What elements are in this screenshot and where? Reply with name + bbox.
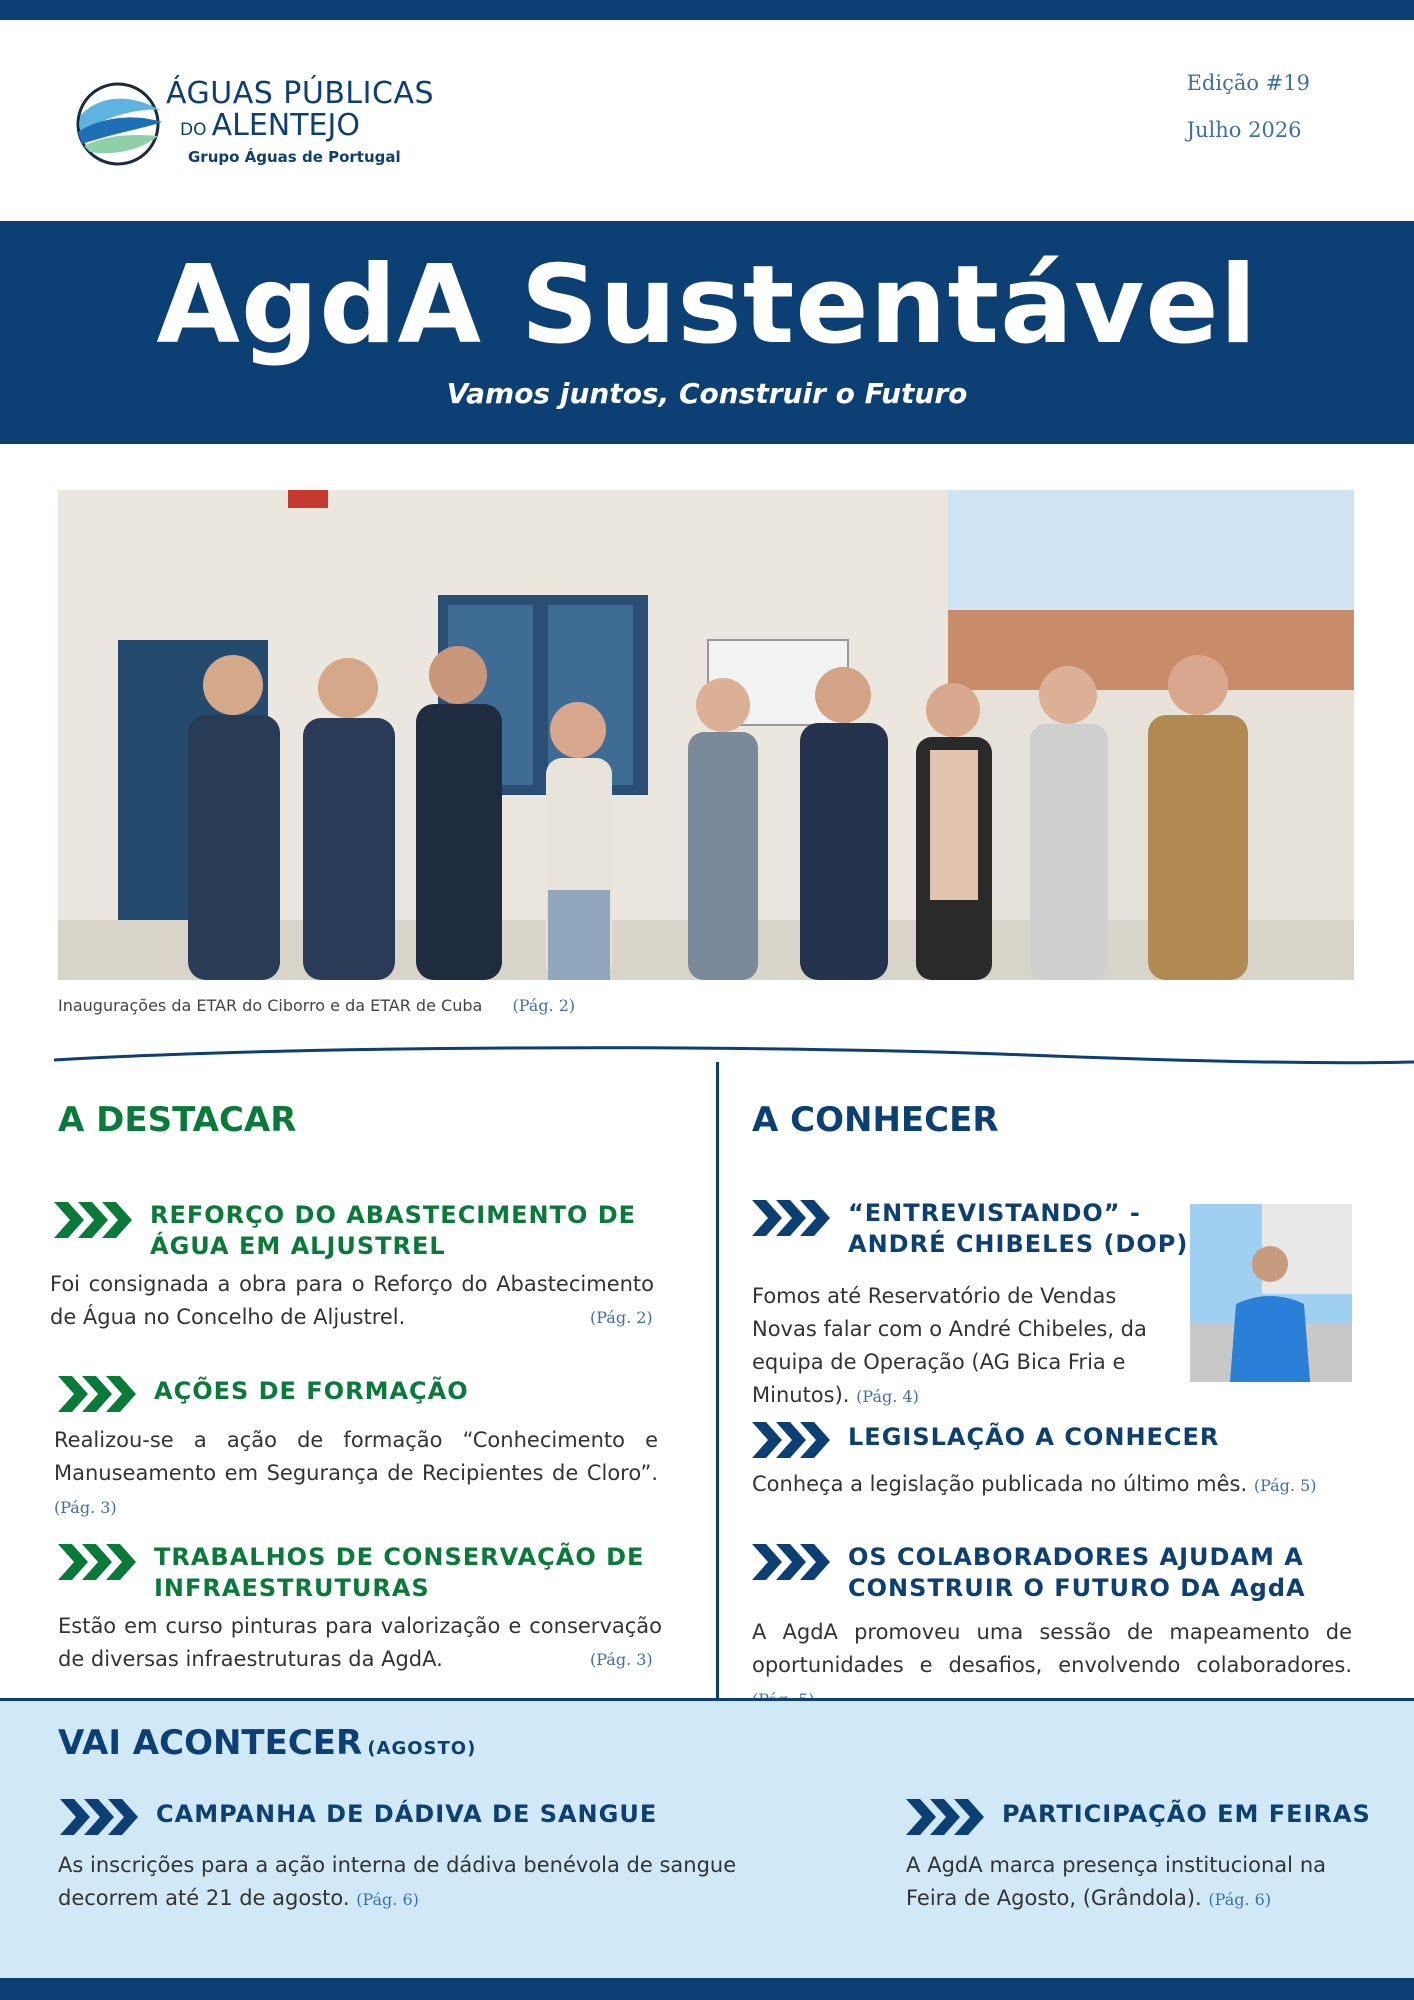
conhecer-item-2-page-ref[interactable]: (Pág. 5) bbox=[1253, 1476, 1317, 1495]
section-title-conhecer: A CONHECER bbox=[752, 1100, 999, 1140]
logo bbox=[72, 70, 435, 170]
conhecer-item-2-title: LEGISLAÇÃO A CONHECER bbox=[848, 1423, 1220, 1451]
logo-line1: ÁGUAS PÚBLICAS bbox=[166, 76, 435, 111]
destacar-item-1-title bbox=[150, 1200, 636, 1262]
acontecer-item-1-title: CAMPANHA DE DÁDIVA DE SANGUE bbox=[156, 1800, 658, 1828]
newsletter-title: AgdA Sustentável bbox=[156, 243, 1258, 368]
group-photo-image bbox=[58, 490, 1354, 980]
title-banner bbox=[0, 221, 1414, 444]
destacar-item-3-title-line2: INFRAESTRUTURAS bbox=[154, 1574, 430, 1602]
triple-chevron-icon bbox=[54, 1200, 132, 1240]
destacar-item-2-title: AÇÕES DE FORMAÇÃO bbox=[154, 1377, 469, 1405]
acontecer-subtitle: (AGOSTO) bbox=[367, 1738, 477, 1759]
triple-chevron-icon bbox=[60, 1797, 138, 1837]
conhecer-item-2-text: Conheça a legislação publicada no último mês. bbox=[752, 1472, 1248, 1496]
newsletter-subtitle: Vamos juntos, Construir o Futuro bbox=[446, 377, 968, 410]
conhecer-item-2-header[interactable] bbox=[752, 1420, 1219, 1460]
section-title-acontecer bbox=[58, 1723, 476, 1763]
edition-date: Julho 2026 bbox=[1186, 118, 1302, 142]
triple-chevron-icon bbox=[752, 1198, 830, 1238]
vai-acontecer-panel bbox=[0, 1698, 1414, 1978]
top-bar bbox=[0, 0, 1414, 20]
interview-photo bbox=[1190, 1204, 1352, 1382]
destacar-item-2-text: Realizou-se a ação de formação “Conhecimento e Manuseamento em Segurança de Recipientes de Cloro”. bbox=[54, 1428, 658, 1485]
conhecer-item-1-header[interactable] bbox=[752, 1198, 1188, 1260]
edition-number: Edição #19 bbox=[1186, 71, 1310, 95]
acontecer-title: VAI ACONTECER bbox=[58, 1723, 363, 1763]
interviewee-image bbox=[1190, 1204, 1352, 1382]
conhecer-item-1-text: Fomos até Reservatório de Vendas Novas falar com o André Chibeles, da equipa de Operação (AG Bica Fria e Minutos). bbox=[752, 1284, 1147, 1407]
destacar-item-3-body bbox=[58, 1610, 662, 1676]
triple-chevron-icon bbox=[58, 1374, 136, 1414]
destacar-item-3-text: Estão em curso pinturas para valorização e conservação de diversas infraestruturas da AgdA. bbox=[58, 1614, 662, 1671]
logo-alentejo: ALENTEJO bbox=[211, 108, 360, 143]
acontecer-item-1-page-ref[interactable]: (Pág. 6) bbox=[356, 1890, 419, 1909]
destacar-item-3-header[interactable] bbox=[58, 1542, 644, 1604]
photo-page-ref[interactable]: (Pág. 2) bbox=[512, 996, 576, 1015]
conhecer-item-3-title-line2: CONSTRUIR O FUTURO DA AgdA bbox=[848, 1574, 1306, 1602]
bottom-bar bbox=[0, 1978, 1414, 2000]
acontecer-item-2-title: PARTICIPAÇÃO EM FEIRAS bbox=[1002, 1800, 1371, 1828]
logo-waves-icon bbox=[72, 80, 168, 170]
conhecer-item-1-title-line1: “ENTREVISTANDO” - bbox=[848, 1199, 1141, 1227]
destacar-item-3-page-ref[interactable]: (Pág. 3) bbox=[590, 1650, 653, 1669]
destacar-item-1-body bbox=[50, 1268, 654, 1334]
main-photo bbox=[58, 490, 1354, 980]
conhecer-item-1-page-ref[interactable]: (Pág. 4) bbox=[856, 1387, 919, 1406]
triple-chevron-icon bbox=[752, 1420, 830, 1460]
triple-chevron-icon bbox=[906, 1797, 984, 1837]
destacar-item-2-body bbox=[54, 1424, 658, 1524]
conhecer-item-3-title bbox=[848, 1542, 1306, 1604]
acontecer-item-2-header[interactable] bbox=[906, 1797, 1371, 1837]
edition-block bbox=[1187, 60, 1310, 154]
destacar-item-2-page-ref[interactable]: (Pág. 3) bbox=[54, 1498, 117, 1517]
acontecer-item-2-body bbox=[906, 1849, 1326, 1916]
photo-caption bbox=[58, 996, 575, 1015]
destacar-item-1-title-line1: REFORÇO DO ABASTECIMENTO DE bbox=[150, 1201, 637, 1229]
conhecer-item-3-title-line1: OS COLABORADORES AJUDAM A bbox=[848, 1543, 1304, 1571]
section-title-destacar: A DESTACAR bbox=[58, 1100, 297, 1140]
conhecer-item-1-title-line2: ANDRÉ CHIBELES (DOP) bbox=[848, 1230, 1189, 1258]
wave-divider bbox=[0, 1040, 1414, 1080]
conhecer-item-2-body bbox=[752, 1468, 1362, 1502]
triple-chevron-icon bbox=[752, 1542, 830, 1582]
destacar-item-3-title bbox=[154, 1542, 644, 1604]
acontecer-item-1-body bbox=[58, 1849, 818, 1916]
logo-line2 bbox=[180, 108, 360, 143]
logo-group: Grupo Águas de Portugal bbox=[188, 148, 401, 166]
conhecer-item-3-text: A AgdA promoveu uma sessão de mapeamento de oportunidades e desafios, envolvendo colaboradores. bbox=[752, 1620, 1352, 1677]
destacar-item-1-title-line2: ÁGUA EM ALJUSTREL bbox=[150, 1232, 446, 1260]
acontecer-item-2-page-ref[interactable]: (Pág. 6) bbox=[1208, 1890, 1272, 1909]
triple-chevron-icon bbox=[58, 1542, 136, 1582]
destacar-item-1-page-ref[interactable]: (Pág. 2) bbox=[590, 1308, 653, 1327]
destacar-item-2-header[interactable] bbox=[58, 1374, 469, 1414]
destacar-item-3-title-line1: TRABALHOS DE CONSERVAÇÃO DE bbox=[154, 1543, 645, 1571]
acontecer-item-2-text: A AgdA marca presença institucional na Feira de Agosto, (Grândola). bbox=[906, 1853, 1326, 1910]
conhecer-item-3-header[interactable] bbox=[752, 1542, 1306, 1604]
column-divider bbox=[716, 1062, 719, 1700]
destacar-item-1-header[interactable] bbox=[54, 1200, 636, 1262]
conhecer-item-1-title bbox=[848, 1198, 1188, 1260]
acontecer-item-1-text: As inscrições para a ação interna de dádiva benévola de sangue decorrem até 21 de agosto. bbox=[58, 1853, 737, 1910]
conhecer-item-1-body bbox=[752, 1280, 1160, 1413]
destacar-item-1-text: Foi consignada a obra para o Reforço do Abastecimento de Água no Concelho de Aljustrel. bbox=[50, 1272, 654, 1329]
acontecer-item-1-header[interactable] bbox=[60, 1797, 657, 1837]
photo-caption-text: Inaugurações da ETAR do Ciborro e da ETAR de Cuba bbox=[58, 996, 483, 1015]
logo-do: DO bbox=[180, 120, 207, 140]
